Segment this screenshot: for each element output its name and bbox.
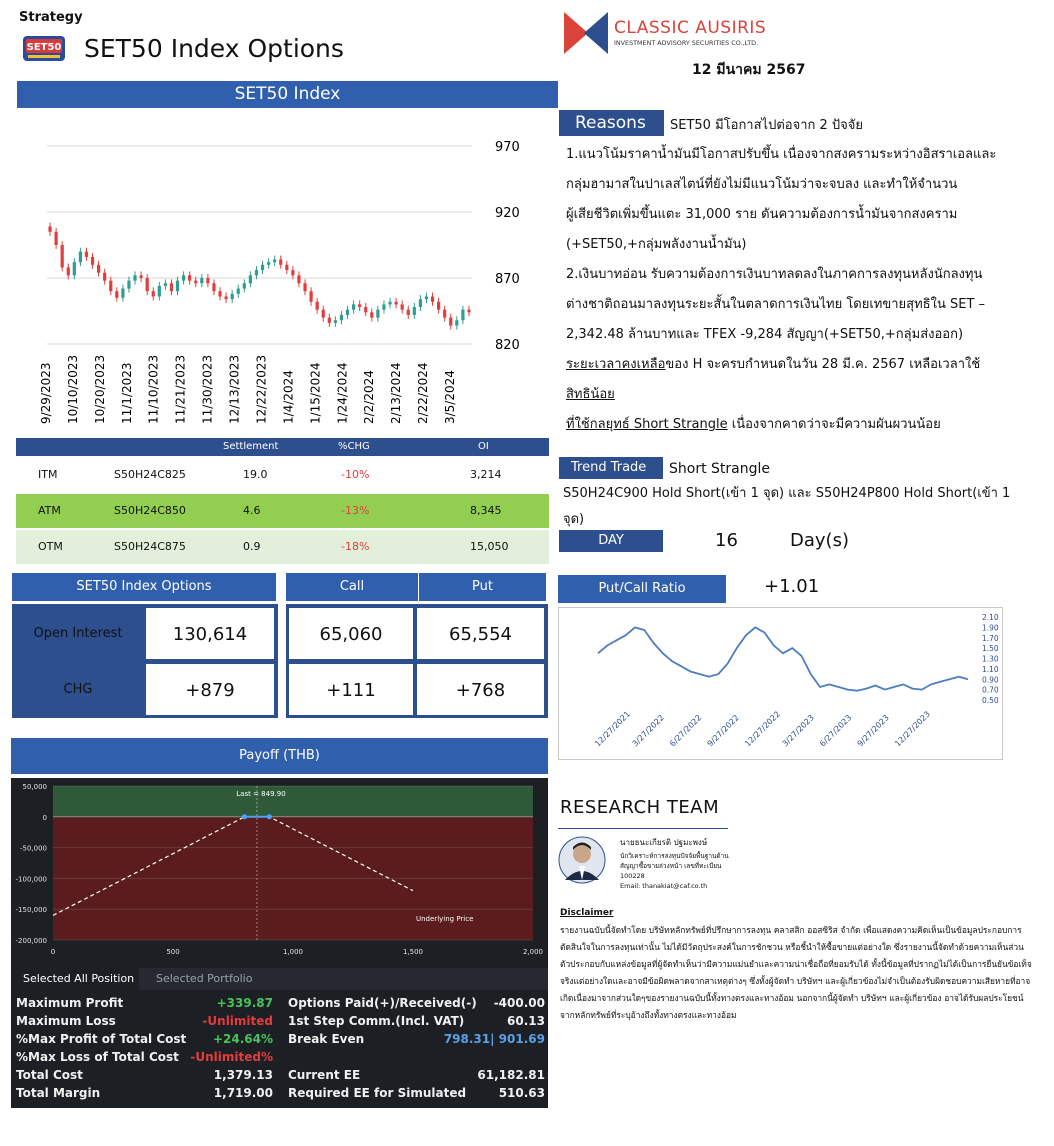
days-remaining: 16 — [715, 530, 738, 551]
candle-body — [449, 318, 452, 326]
candle-body — [61, 245, 64, 267]
candle-body — [316, 302, 319, 310]
col-settlement: Settlement — [223, 441, 279, 452]
logo-text: SET50 — [26, 42, 62, 53]
candle-body — [413, 307, 416, 315]
analyst-role: นักวิเคราะห์การลงทุนปัจจัยพื้นฐานด้าน — [620, 852, 729, 860]
candle-body — [103, 273, 106, 281]
candle-body — [419, 299, 422, 307]
x-tick-label: 1/24/2024 — [335, 362, 350, 424]
x-tick-label: 9/27/2022 — [705, 713, 741, 749]
candle-body — [212, 283, 215, 291]
candle-body — [310, 291, 313, 302]
candle-body — [261, 265, 264, 270]
candle-body — [455, 320, 458, 325]
col-oi: OI — [478, 441, 489, 452]
candle-body — [285, 265, 288, 270]
stat-value: 60.13 — [507, 1014, 545, 1028]
row-oi: 3,214 — [470, 468, 502, 481]
reasons-label: Reasons — [559, 110, 664, 136]
stat-label: Maximum Loss — [16, 1014, 116, 1028]
analyst-role: สัญญาซื้อขายล่วงหน้า เลขที่ทะเบียน — [620, 862, 722, 870]
col-chg: %CHG — [338, 441, 370, 452]
x-tick-label: 10/10/2023 — [65, 354, 80, 424]
payoff-header: Payoff (THB) — [11, 738, 548, 774]
stat-value: 798.31| 901.69 — [443, 1032, 545, 1046]
candle-body — [91, 257, 94, 265]
time-remaining-text: ของ H จะครบกำหนดในวัน 28 มี.ค. 2567 เหลือเวลาใช้ — [665, 357, 981, 372]
stat-label: %Max Loss of Total Cost — [16, 1050, 179, 1064]
candle-body — [158, 286, 161, 297]
candle-body — [115, 291, 118, 298]
x-tick-label: 10/20/2023 — [92, 354, 107, 424]
x-tick-label: 500 — [166, 948, 180, 956]
stat-value: 510.63 — [498, 1086, 545, 1100]
row-settlement: 0.9 — [243, 540, 261, 553]
tab-selected-portfolio[interactable]: Selected Portfolio — [156, 972, 253, 985]
put-chg-value: +768 — [416, 663, 545, 716]
candle-body — [255, 270, 258, 275]
y-tick-label: 920 — [495, 206, 520, 221]
candle-body — [328, 318, 331, 323]
y-tick-label: 2.10 — [982, 613, 999, 622]
reasons-intro: SET50 มีโอกาสไปต่อจาก 2 ปัจจัย — [670, 118, 864, 133]
candle-body — [73, 262, 76, 275]
row-series: S50H24C850 — [114, 504, 186, 517]
y-tick-label: 1.50 — [982, 644, 999, 654]
candle-body — [85, 252, 88, 257]
stat-label: Current EE — [288, 1068, 361, 1082]
row-chg: -10% — [341, 468, 370, 481]
candle-body — [79, 252, 82, 263]
day-unit: Day(s) — [790, 530, 849, 551]
strategy-text: เนื่องจากคาดว่าจะมีความผันผวนน้อย — [727, 417, 941, 432]
candle-body — [437, 302, 440, 310]
y-tick-label: -150,000 — [15, 906, 47, 915]
disclaimer-text: รายงานฉบับนี้จัดทำโดย บริษัทหลักทรัพย์ที่ปรึกษาการลงทุน คลาสสิก ออสซิริส จำกัด เพื่อแสดงความคิดเห็นเป็นข้อมูลประกอบการตัดสินใจในการลงทุนเท่านั้น ไม่ได้มีวัตถุประสงค์ในการชักชวน หรือชี้นำให้ซื้อขายแต่อย่างใด ซึ่งรายงานนี้จัดทำด้วยความเห็นส่วนตัวประกอบกับแหล่งข้อมูลที่ผู้จัดทำเห็นว่ามีความแม่นยำและความน่าเชื่อถือที่ยอมรับได้ ทั้งนี้ข้อมูลที่ปรากฏไม่ได้เป็นการยืนยันข้อเท็จจริงแต่อย่างใดและอาจมีข้อผิดพลาดจากสาเหตุต่างๆ ซึ่งทั้งผู้จัดทำ บริษัทฯ และผู้เกี่ยวข้องไม่จำเป็นต้องรับผิดชอบความเสียหายที่อาจ เกิดเนื่องมาจากส่วนใดๆของรายงานฉบับนี้ทั้งทางตรงและทางอ้อม นอกจากนี้ผู้จัดทำ บริษัทฯ และผู้เกี่ยวข้อง อาจได้รับผลประโยชน์จากหลักทรัพย์ที่ระบุอ้างถึงทั้งทางตรงและทางอ้อม — [560, 925, 1032, 1020]
candle-body — [206, 278, 209, 283]
x-tick-label: 11/10/2023 — [146, 354, 161, 424]
table-row — [16, 458, 549, 492]
x-tick-label: 12/27/2023 — [893, 709, 933, 749]
time-remaining-underlined-2: สิทธิน้อย — [566, 387, 615, 402]
candle-body — [382, 304, 385, 309]
y-tick-label: 1.10 — [982, 664, 999, 674]
candle-body — [267, 262, 270, 265]
oi-summary-title: SET50 Index Options — [12, 573, 276, 601]
candle-body — [370, 312, 373, 317]
candle-body — [322, 310, 325, 318]
candle-body — [182, 275, 185, 280]
y-tick-label: 870 — [495, 272, 520, 287]
row-type: ATM — [38, 504, 61, 517]
candle-body — [352, 304, 355, 309]
y-tick-label: 0 — [42, 813, 47, 822]
strategy-label: Strategy — [19, 10, 83, 25]
company-name: CLASSIC AUSIRIS — [614, 18, 767, 38]
x-tick-label: 11/30/2023 — [200, 354, 215, 424]
company-subtitle: INVESTMENT ADVISORY SECURITIES CO.,LTD. — [614, 39, 759, 47]
candle-body — [334, 320, 337, 323]
x-tick-label: 9/29/2023 — [39, 362, 53, 424]
row-oi: 8,345 — [470, 504, 502, 517]
x-tick-label: 3/27/2023 — [780, 713, 816, 749]
call-chg-value: +111 — [288, 663, 414, 716]
candle-body — [188, 275, 191, 280]
breakeven-point — [267, 814, 272, 819]
reason-line: 2,342.48 ล้านบาทและ TFEX -9,284 สัญญา(+SET50,+กลุ่มส่งออก) — [566, 327, 964, 342]
row-chg: -18% — [341, 540, 370, 553]
candle-body — [146, 278, 149, 291]
x-tick-label: 11/21/2023 — [173, 354, 188, 424]
put-call-ratio-value: +1.01 — [764, 576, 820, 597]
row-series: S50H24C825 — [114, 468, 186, 481]
profit-zone — [53, 786, 533, 817]
candle-body — [346, 310, 349, 315]
candle-body — [67, 267, 70, 275]
put-call-ratio-label: Put/Call Ratio — [558, 575, 726, 603]
x-tick-label: 2/13/2024 — [389, 362, 404, 424]
reason-line: 2.เงินบาทอ่อน รับความต้องการเงินบาทลดลงในภาคการลงทุนหลังนักลงทุน — [566, 267, 983, 282]
open-interest-label: Open Interest — [33, 626, 123, 641]
candle-body — [140, 275, 143, 278]
stat-value: +339.87 — [216, 996, 273, 1010]
y-tick-label: 0.90 — [982, 675, 999, 685]
candle-body — [121, 289, 124, 298]
reason-line: (+SET50,+กลุ่มพลังงานน้ำมัน) — [566, 237, 747, 252]
y-tick-label: 970 — [495, 140, 520, 155]
call-header: Call — [286, 573, 418, 601]
candle-body — [237, 289, 240, 294]
stat-value: +24.64% — [212, 1032, 273, 1046]
y-tick-label: -50,000 — [19, 844, 47, 853]
candle-body — [97, 265, 100, 273]
candle-body — [443, 310, 446, 318]
company-logo — [562, 10, 610, 56]
candle-body — [109, 281, 112, 292]
trend-trade-label: Trend Trade — [559, 457, 663, 479]
x-tick-label: 11/1/2023 — [119, 362, 134, 424]
stat-label: Total Cost — [16, 1068, 83, 1082]
candle-body — [194, 281, 197, 284]
report-date: 12 มีนาคม 2567 — [692, 62, 806, 78]
last-price-label: Last = 849.90 — [236, 790, 286, 798]
x-tick-label: 6/27/2022 — [668, 713, 704, 749]
stat-label: %Max Profit of Total Cost — [16, 1032, 187, 1046]
tab-selected-all-position[interactable]: Selected All Position — [11, 968, 139, 990]
analyst-email[interactable]: Email: thanakiat@caf.co.th — [620, 882, 708, 890]
candle-body — [55, 232, 58, 245]
x-tick-label: 12/22/2023 — [254, 354, 269, 424]
candle-body — [133, 275, 136, 280]
x-tick-label: 1/4/2024 — [281, 370, 296, 424]
stat-value: -Unlimited% — [190, 1050, 273, 1064]
analyst-avatar — [558, 834, 606, 886]
candle-body — [164, 283, 167, 286]
index-header: SET50 Index — [17, 81, 558, 108]
row-series: S50H24C875 — [114, 540, 186, 553]
candle-body — [358, 304, 361, 307]
candle-body — [340, 315, 343, 320]
set50-logo — [22, 33, 66, 63]
y-tick-label: 50,000 — [22, 783, 47, 791]
row-type: OTM — [38, 540, 63, 553]
candle-body — [279, 260, 282, 265]
x-tick-label: 0 — [50, 948, 56, 956]
x-tick-label: 1/15/2024 — [308, 362, 323, 424]
options-table-header — [16, 438, 549, 456]
candle-body — [48, 227, 51, 232]
candle-body — [218, 291, 221, 296]
candle-body — [231, 294, 234, 299]
candle-body — [273, 260, 276, 263]
stat-value: -Unlimited — [202, 1014, 273, 1028]
candle-body — [376, 310, 379, 318]
payoff-stats — [11, 990, 548, 1108]
payoff-tabs — [11, 968, 548, 990]
table-row — [16, 494, 549, 528]
candle-body — [467, 310, 470, 313]
candle-body — [291, 270, 294, 275]
table-row — [16, 530, 549, 564]
x-tick-label: 12/27/2022 — [743, 709, 783, 749]
x-tick-label: 3/27/2022 — [630, 713, 666, 749]
x-tick-label: 2,000 — [522, 948, 544, 956]
set50-candlestick-chart — [17, 112, 558, 437]
candle-body — [388, 302, 391, 305]
breakeven-point — [242, 814, 247, 819]
x-tick-label: 2/2/2024 — [362, 370, 377, 424]
reason-line: ผู้เสียชีวิตเพิ่มขึ้นแตะ 31,000 ราย ดันความต้องการน้ำมันจากสงคราม — [566, 207, 958, 222]
x-tick-label: 3/5/2024 — [443, 370, 457, 424]
y-tick-label: -100,000 — [15, 875, 47, 884]
stat-label: Break Even — [288, 1032, 365, 1046]
x-axis-label: Underlying Price — [416, 915, 474, 923]
candle-body — [425, 296, 428, 299]
stat-value: -400.00 — [493, 996, 545, 1010]
research-team-title: RESEARCH TEAM — [560, 797, 720, 818]
call-oi-value: 65,060 — [288, 607, 414, 660]
stat-label: Maximum Profit — [16, 996, 124, 1010]
candle-body — [395, 302, 398, 305]
candle-body — [176, 281, 179, 292]
row-settlement: 19.0 — [243, 468, 268, 481]
candle-body — [461, 310, 464, 321]
y-tick-label: 820 — [495, 338, 520, 353]
strategy-underlined: ที่ใช้กลยุทธ์ Short Strangle — [566, 417, 728, 432]
candle-body — [225, 296, 228, 299]
strategy-line — [566, 410, 941, 440]
stat-label: Options Paid(+)/Received(-) — [288, 996, 477, 1010]
research-divider — [558, 828, 728, 829]
day-label: DAY — [559, 530, 663, 552]
candle-body — [431, 296, 434, 301]
reason-line: ต่างชาติถอนมาลงทุนระยะสั้นในตลาดการเงินไทย โดยเทขายสุทธิใน SET – — [566, 297, 986, 312]
analyst-registration: 100228 — [620, 872, 645, 880]
candle-body — [297, 275, 300, 283]
x-tick-label: 1,500 — [402, 948, 424, 956]
candle-body — [407, 310, 410, 315]
disclaimer-title: Disclaimer — [560, 908, 614, 918]
x-tick-label: 2/22/2024 — [416, 362, 431, 424]
candle-body — [401, 304, 404, 309]
row-chg: -13% — [341, 504, 370, 517]
candle-body — [127, 281, 130, 289]
row-settlement: 4.6 — [243, 504, 261, 517]
candle-body — [152, 291, 155, 296]
reason-line: 1.แนวโน้มราคาน้ำมันมีโอกาสปรับขึ้น เนื่องจากสงครามระหว่างอิสราเอลและ — [566, 147, 997, 162]
time-remaining-underlined: ระยะเวลาคงเหลือ — [566, 357, 666, 372]
y-tick-label: 0.70 — [982, 685, 999, 695]
y-tick-label: 1.90 — [982, 623, 999, 633]
x-tick-label: 12/13/2023 — [227, 354, 242, 424]
candle-body — [200, 278, 203, 283]
row-oi: 15,050 — [470, 540, 509, 553]
stat-value: 61,182.81 — [477, 1068, 545, 1082]
y-tick-label: 1.30 — [982, 654, 999, 664]
time-remaining-line — [566, 350, 980, 380]
chg-value: +879 — [145, 663, 275, 716]
y-tick-label: 1.70 — [982, 633, 999, 643]
stat-value: 1,379.13 — [213, 1068, 273, 1082]
stat-label: Required EE for Simulated — [288, 1086, 467, 1100]
page-title: SET50 Index Options — [84, 34, 344, 63]
payoff-chart — [11, 778, 548, 968]
x-tick-label: 9/27/2023 — [855, 713, 891, 749]
chg-label: CHG — [63, 682, 93, 697]
put-call-ratio-chart — [558, 607, 1003, 760]
candle-body — [243, 283, 246, 288]
candle-body — [303, 283, 306, 291]
candle-body — [170, 283, 173, 291]
trend-trade-value: Short Strangle — [669, 461, 770, 477]
reason-line: กลุ่มฮามาสในปาเลสไตน์ที่ยังไม่มีแนวโน้มว่าจะจบลง และทำให้จำนวน — [566, 177, 958, 192]
candle-body — [249, 275, 252, 283]
stat-label: Total Margin — [16, 1086, 101, 1100]
analyst-name: นายธนะเกียรติ ปฐมะพงษ์ — [620, 838, 708, 847]
stat-value: 1,719.00 — [213, 1086, 273, 1100]
y-tick-label: 0.50 — [982, 696, 999, 705]
y-tick-label: -200,000 — [15, 937, 47, 945]
open-interest-value: 130,614 — [145, 607, 275, 660]
trend-trade-detail: S50H24C900 Hold Short(เข้า 1 จุด) และ S50H24P800 Hold Short(เข้า 1 จุด) — [563, 486, 1011, 527]
x-tick-label: 1,000 — [282, 948, 304, 956]
put-oi-value: 65,554 — [416, 607, 545, 660]
x-tick-label: 12/27/2021 — [593, 709, 633, 749]
row-type: ITM — [38, 468, 58, 481]
x-tick-label: 6/27/2023 — [818, 713, 854, 749]
put-header: Put — [419, 573, 546, 601]
stat-label: 1st Step Comm.(Incl. VAT) — [288, 1014, 465, 1028]
candle-body — [364, 307, 367, 312]
